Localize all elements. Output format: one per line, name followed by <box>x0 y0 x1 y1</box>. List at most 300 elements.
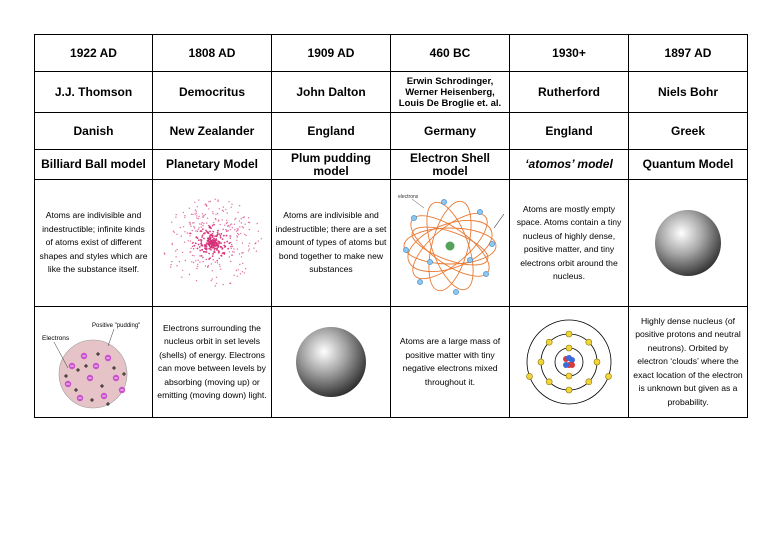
cloud-dot <box>237 236 238 237</box>
description-cell: Atoms are indivisible and indestructible; infinite kinds of atoms exist of different shapes and styles which are like the substance itself. <box>35 180 153 307</box>
cloud-dot <box>219 264 220 265</box>
cloud-dot <box>241 218 242 219</box>
cloud-dot <box>193 255 194 256</box>
cloud-dot <box>230 283 231 284</box>
bohr-electron <box>566 345 572 351</box>
cloud-dot <box>242 263 243 264</box>
shell-electron <box>403 247 408 252</box>
scientist-cell: John Dalton <box>272 72 391 113</box>
cloud-dot <box>191 214 192 215</box>
cloud-dot <box>212 253 214 255</box>
bohr-electron <box>527 373 533 379</box>
pudding-label: Positive "pudding" <box>92 323 141 329</box>
cloud-dot <box>213 224 214 225</box>
cloud-dot <box>218 245 220 247</box>
cloud-dot <box>249 229 250 230</box>
cloud-dot <box>255 243 256 244</box>
cloud-dot <box>202 225 203 226</box>
cloud-dot <box>248 217 249 218</box>
cloud-dot <box>228 242 230 244</box>
cloud-dot <box>248 250 249 251</box>
cloud-dot <box>201 236 203 238</box>
cloud-dot <box>232 227 233 228</box>
cloud-dot <box>208 248 210 250</box>
cloud-dot <box>217 199 218 200</box>
cloud-dot <box>227 222 228 223</box>
cloud-dot <box>261 238 262 239</box>
cloud-dot <box>201 249 203 251</box>
cloud-dot <box>220 242 222 244</box>
cloud-dot <box>231 207 232 208</box>
cloud-dot <box>203 233 205 235</box>
cloud-dot <box>189 222 190 223</box>
cloud-dot <box>244 234 245 235</box>
cloud-dot <box>195 230 196 231</box>
upper-content-row <box>35 180 748 307</box>
cloud-dot <box>170 264 171 265</box>
cloud-dot <box>239 226 240 227</box>
cloud-dot <box>214 224 215 225</box>
cloud-dot <box>197 260 198 261</box>
cloud-dot <box>193 226 194 227</box>
cloud-dot <box>184 242 185 243</box>
electrons-label: electrons <box>398 194 419 200</box>
cloud-dot <box>198 229 199 230</box>
cloud-dot <box>202 257 203 258</box>
cloud-dot <box>184 215 185 216</box>
cloud-dot <box>206 222 207 223</box>
description-cell: Atoms are indivisible and indestructible; there are a set amount of types of atoms but bond together to make new substances <box>272 180 391 307</box>
cloud-dot <box>208 253 210 255</box>
cloud-dot <box>231 248 232 249</box>
bohr-electron <box>546 379 552 385</box>
date-cell: 1808 AD <box>153 35 272 72</box>
cloud-dot <box>242 271 243 272</box>
cloud-dot <box>213 222 214 223</box>
cloud-dot <box>234 224 235 225</box>
cloud-dot <box>238 228 239 229</box>
cloud-dot <box>202 217 203 218</box>
cloud-dot <box>190 251 191 252</box>
cloud-dot <box>218 220 219 221</box>
cloud-dot <box>196 280 197 281</box>
cloud-dot <box>216 283 217 284</box>
cloud-dot <box>212 231 214 233</box>
scientist-cell: J.J. Thomson <box>35 72 153 113</box>
cloud-dot <box>224 242 226 244</box>
cloud-dot <box>194 227 195 228</box>
cloud-dot <box>226 230 227 231</box>
cloud-dot <box>230 237 231 238</box>
cloud-dot <box>228 201 229 202</box>
description-cell: Atoms are a large mass of positive matter with tiny negative electrons mixed throughout it. <box>391 307 510 418</box>
cloud-dot <box>181 235 182 236</box>
cloud-dot <box>196 268 197 269</box>
cloud-dot <box>196 211 197 212</box>
cloud-dot <box>175 250 176 251</box>
cloud-dot <box>216 235 218 237</box>
cloud-dot <box>198 218 199 219</box>
cloud-dot <box>191 261 192 262</box>
cloud-dot <box>201 230 203 232</box>
cloud-dot <box>201 226 202 227</box>
cloud-dot <box>225 209 226 210</box>
cloud-dot <box>198 244 200 246</box>
cloud-dot <box>229 251 230 252</box>
cloud-dot <box>224 252 226 254</box>
cloud-dot <box>241 222 242 223</box>
cloud-dot <box>204 251 206 253</box>
cloud-dot <box>211 245 213 247</box>
cloud-dot <box>196 215 197 216</box>
bohr-electron <box>594 359 600 365</box>
bohr-electron <box>586 379 592 385</box>
description-cell: Highly dense nucleus (of positive protons and neutral neutrons). Orbited by electron ‘clouds’ where the exact location of the electron is unknown but given as a probability. <box>629 307 748 418</box>
cloud-dot <box>220 246 222 248</box>
cloud-dot <box>199 255 200 256</box>
cloud-dot <box>217 262 218 263</box>
cloud-dot <box>192 230 193 231</box>
cloud-dot <box>218 233 220 235</box>
cloud-dot <box>223 284 224 285</box>
scientist-cell: Democritus <box>153 72 272 113</box>
cloud-dot <box>206 248 208 250</box>
cloud-dot <box>209 231 211 233</box>
cloud-dot <box>205 265 206 266</box>
bohr-electron <box>606 373 612 379</box>
cloud-dot <box>216 243 218 245</box>
cloud-dot <box>224 225 225 226</box>
cloud-dot <box>204 248 206 250</box>
cloud-dot <box>208 208 209 209</box>
cloud-dot <box>193 262 194 263</box>
cloud-dot <box>176 214 177 215</box>
cloud-dot <box>197 231 198 232</box>
cloud-dot <box>239 264 240 265</box>
cloud-dot <box>171 261 172 262</box>
cloud-dot <box>189 208 190 209</box>
cloud-dot <box>238 234 239 235</box>
bohr-electron <box>546 339 552 345</box>
cloud-dot <box>220 233 222 235</box>
cloud-dot <box>192 255 193 256</box>
cloud-dot <box>225 229 226 230</box>
cloud-dot <box>216 249 218 251</box>
cloud-dot <box>258 231 259 232</box>
atomic-models-table <box>34 34 748 418</box>
electron-cloud-illustration <box>157 188 267 298</box>
cloud-dot <box>239 253 240 254</box>
cloud-dot <box>219 266 220 267</box>
lower-content-row <box>35 307 748 418</box>
cloud-dot <box>216 240 218 242</box>
cloud-dot <box>190 224 191 225</box>
cloud-dot <box>199 250 201 252</box>
cloud-dot <box>205 244 207 246</box>
cloud-dot <box>217 260 218 261</box>
cloud-dot <box>232 246 233 247</box>
figure-cell <box>153 180 272 307</box>
cloud-dot <box>238 269 239 270</box>
electron-shell-illustration <box>394 184 506 302</box>
cloud-dot <box>174 232 175 233</box>
cloud-dot <box>213 238 215 240</box>
cloud-dot <box>185 260 186 261</box>
cloud-dot <box>219 208 220 209</box>
cloud-dot <box>171 222 172 223</box>
cloud-dot <box>217 230 219 232</box>
scientist-cell: Rutherford <box>510 72 629 113</box>
cloud-dot <box>212 278 213 279</box>
cloud-dot <box>242 242 243 243</box>
cloud-dot <box>182 270 183 271</box>
nationality-cell: Greek <box>629 113 748 150</box>
cloud-dot <box>218 251 220 253</box>
cloud-dot <box>230 246 231 247</box>
bohr-model-illustration <box>517 310 621 414</box>
cloud-dot <box>212 213 213 214</box>
cloud-dot <box>228 225 229 226</box>
cloud-dot <box>214 241 216 243</box>
cloud-dot <box>197 248 199 250</box>
cloud-dot <box>229 256 230 257</box>
cloud-dot <box>197 237 199 239</box>
cloud-dot <box>230 224 231 225</box>
cloud-dot <box>239 205 240 206</box>
cloud-dot <box>200 243 202 245</box>
cloud-dot <box>226 241 228 243</box>
cloud-dot <box>206 242 208 244</box>
cloud-dot <box>215 261 216 262</box>
cloud-dot <box>219 258 220 259</box>
cloud-dot <box>194 202 195 203</box>
cloud-dot <box>258 240 259 241</box>
model-cell: Planetary Model <box>153 150 272 180</box>
cloud-dot <box>198 239 200 241</box>
cloud-dot <box>207 237 209 239</box>
cloud-dot <box>211 247 213 249</box>
cloud-dot <box>202 213 203 214</box>
model-cell: Quantum Model <box>629 150 748 180</box>
cloud-dot <box>192 246 193 247</box>
cloud-dot <box>215 285 216 286</box>
cloud-dot <box>184 217 185 218</box>
dates-row <box>35 35 748 72</box>
cloud-dot <box>222 219 223 220</box>
cloud-dot <box>230 229 231 230</box>
cloud-dot <box>233 248 234 249</box>
cloud-dot <box>202 235 204 237</box>
cloud-dot <box>228 230 229 231</box>
cloud-dot <box>231 223 232 224</box>
cloud-dot <box>235 218 236 219</box>
cloud-dot <box>200 241 202 243</box>
cloud-dot <box>220 269 221 270</box>
cloud-dot <box>213 251 215 253</box>
cloud-dot <box>208 201 209 202</box>
cloud-dot <box>202 216 203 217</box>
cloud-dot <box>205 203 206 204</box>
cloud-dot <box>203 238 205 240</box>
cloud-dot <box>209 227 211 229</box>
solid-sphere-illustration <box>648 203 728 283</box>
cloud-dot <box>203 223 204 224</box>
cloud-dot <box>244 224 245 225</box>
cloud-dot <box>201 224 202 225</box>
shell-electron <box>489 241 494 246</box>
cloud-dot <box>248 245 249 246</box>
cloud-dot <box>222 238 224 240</box>
cloud-dot <box>249 243 250 244</box>
cloud-dot <box>194 213 195 214</box>
cloud-dot <box>176 234 177 235</box>
cloud-dot <box>194 245 196 247</box>
cloud-dot <box>179 261 180 262</box>
cloud-dot <box>195 242 197 244</box>
cloud-dot <box>257 223 258 224</box>
scientists-row <box>35 72 748 113</box>
cloud-dot <box>175 256 176 257</box>
cloud-dot <box>241 256 242 257</box>
cloud-dot <box>202 245 204 247</box>
cloud-dot <box>233 251 234 252</box>
date-cell: 1922 AD <box>35 35 153 72</box>
cloud-dot <box>208 244 210 246</box>
description-cell: Atoms are mostly empty space. Atoms contain a tiny nucleus of highly dense, positive matter, and tiny electrons orbit around the nucleus. <box>510 180 629 307</box>
cloud-dot <box>215 245 217 247</box>
cloud-dot <box>234 275 235 276</box>
scientist-cell: Erwin Schrodinger, Werner Heisenberg, Louis De Broglie et. al. <box>391 72 510 113</box>
shell-electron <box>483 271 488 276</box>
cloud-dot <box>244 272 245 273</box>
cloud-dot <box>230 242 231 243</box>
cloud-dot <box>226 235 228 237</box>
cloud-dot <box>221 248 223 250</box>
cloud-dot <box>232 254 233 255</box>
cloud-dot <box>249 222 250 223</box>
cloud-dot <box>220 255 222 257</box>
cloud-dot <box>243 227 244 228</box>
cloud-dot <box>189 274 190 275</box>
model-cell: Plum pudding model <box>272 150 391 180</box>
bohr-electron <box>566 387 572 393</box>
shell-electron <box>411 215 416 220</box>
cloud-dot <box>202 222 203 223</box>
cloud-dot <box>183 226 184 227</box>
bohr-electron <box>538 359 544 365</box>
cloud-dot <box>223 245 225 247</box>
cloud-dot <box>183 212 184 213</box>
cloud-dot <box>202 228 204 230</box>
cloud-dot <box>212 270 213 271</box>
cloud-dot <box>199 246 201 248</box>
cloud-dot <box>237 233 238 234</box>
cloud-dot <box>209 239 211 241</box>
cloud-dot <box>184 231 185 232</box>
figure-cell <box>272 307 391 418</box>
cloud-dot <box>230 235 231 236</box>
cloud-dot <box>242 226 243 227</box>
cloud-dot <box>242 252 243 253</box>
cloud-dot <box>230 261 231 262</box>
shell-electron <box>417 279 422 284</box>
cloud-dot <box>231 204 232 205</box>
model-cell: Electron Shell model <box>391 150 510 180</box>
cloud-dot <box>192 214 193 215</box>
cloud-dot <box>217 232 219 234</box>
cloud-dot <box>212 243 214 245</box>
cloud-dot <box>223 206 224 207</box>
cloud-dot <box>227 212 228 213</box>
cloud-dot <box>220 224 221 225</box>
cloud-dot <box>182 252 183 253</box>
cloud-dot <box>220 237 222 239</box>
cloud-dot <box>172 244 173 245</box>
cloud-dot <box>196 213 197 214</box>
bohr-electron <box>566 373 572 379</box>
cloud-dot <box>201 255 203 257</box>
cloud-dot <box>215 214 216 215</box>
cloud-dot <box>222 229 223 230</box>
cloud-dot <box>239 220 240 221</box>
cloud-dot <box>227 248 229 250</box>
cloud-dot <box>245 235 246 236</box>
cloud-dot <box>212 239 214 241</box>
cloud-dot <box>200 239 202 241</box>
cloud-dot <box>236 270 237 271</box>
cloud-dot <box>197 266 198 267</box>
model-row <box>35 150 748 180</box>
cloud-dot <box>206 205 207 206</box>
cloud-dot <box>210 201 211 202</box>
date-cell: 1897 AD <box>629 35 748 72</box>
cloud-dot <box>215 219 216 220</box>
cloud-dot <box>245 268 246 269</box>
cloud-dot <box>199 223 200 224</box>
electrons-label: Electrons <box>42 335 70 342</box>
cloud-dot <box>190 226 191 227</box>
nucleon <box>569 362 575 368</box>
cloud-dot <box>193 242 194 243</box>
nucleon <box>563 362 569 368</box>
cloud-dot <box>175 217 176 218</box>
cloud-dot <box>210 234 212 236</box>
cloud-dot <box>229 226 230 227</box>
nationality-cell: New Zealander <box>153 113 272 150</box>
cloud-dot <box>180 227 181 228</box>
cloud-dot <box>202 261 203 262</box>
cloud-dot <box>189 235 190 236</box>
cloud-dot <box>193 222 194 223</box>
cloud-dot <box>220 235 222 237</box>
cloud-dot <box>164 254 165 255</box>
cloud-dot <box>234 229 235 230</box>
nationality-cell: England <box>272 113 391 150</box>
cloud-dot <box>253 247 254 248</box>
cloud-dot <box>222 252 224 254</box>
figure-cell <box>629 180 748 307</box>
cloud-dot <box>177 249 178 250</box>
model-cell: Billiard Ball model <box>35 150 153 180</box>
cloud-dot <box>207 231 209 233</box>
figure-cell <box>35 307 153 418</box>
cloud-dot <box>193 248 194 249</box>
cloud-dot <box>223 211 224 212</box>
cloud-dot <box>210 249 212 251</box>
cloud-dot <box>172 243 173 244</box>
cloud-dot <box>213 259 214 260</box>
cloud-dot <box>198 199 199 200</box>
